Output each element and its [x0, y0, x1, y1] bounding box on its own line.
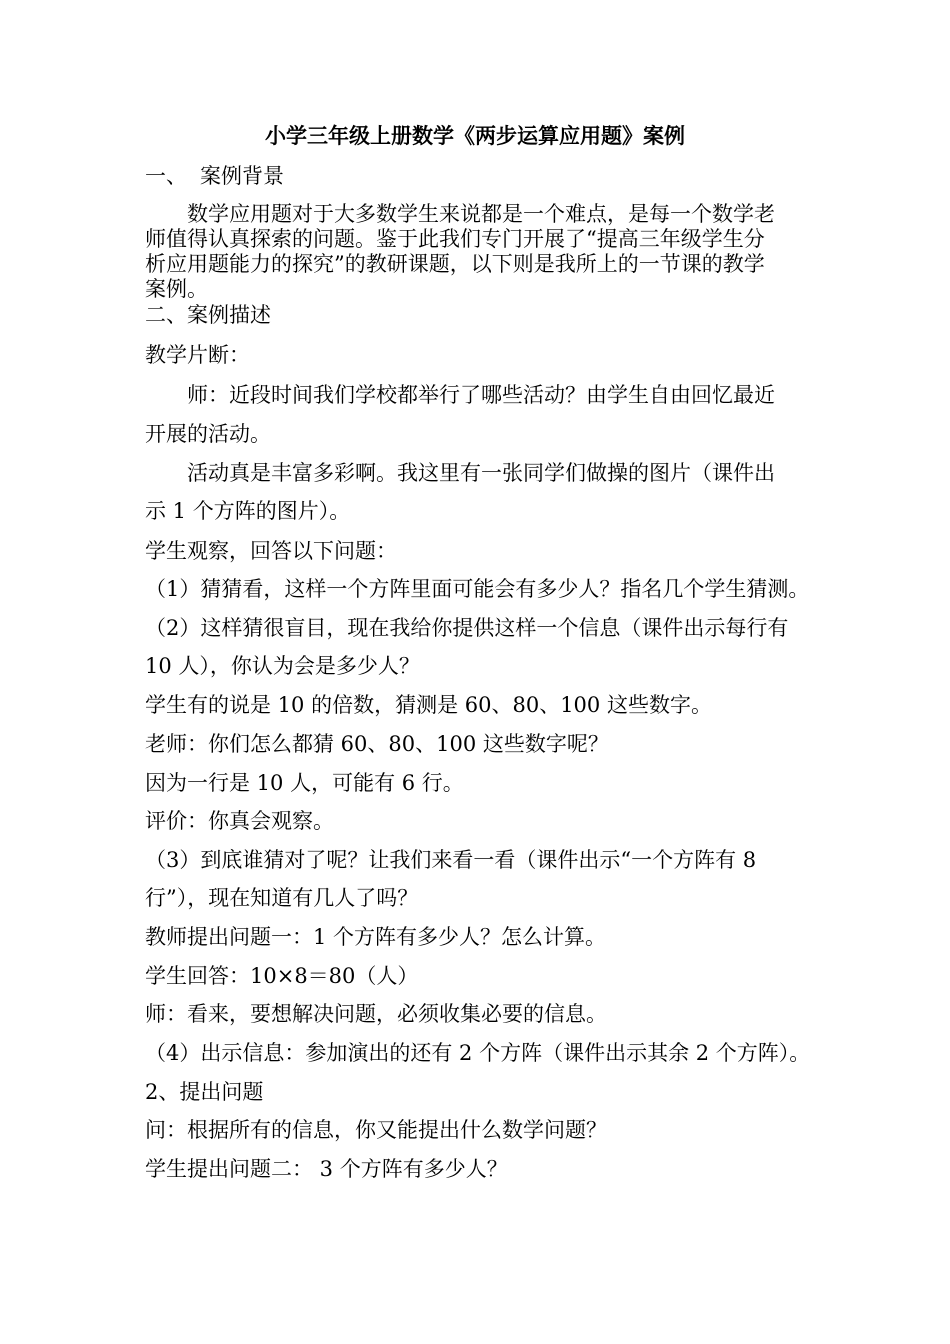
- background-line: 数学应用题对于大多数学生来说都是一个难点，是每一个数学老: [187, 202, 775, 226]
- body-line: 评价：你真会观察。: [145, 809, 334, 833]
- section-1-number: 一、: [145, 164, 187, 188]
- body-line: 活动真是丰富多彩啊。我这里有一张同学们做操的图片（课件出: [187, 461, 775, 485]
- body-line: 师：近段时间我们学校都举行了哪些活动？由学生自由回忆最近: [187, 383, 775, 407]
- body-line: 示 1 个方阵的图片）。: [145, 499, 351, 523]
- body-line: 学生回答：10×8＝80（人）: [145, 964, 419, 988]
- background-line: 析应用题能力的探究”的教研课题，以下则是我所上的一节课的教学: [145, 252, 765, 276]
- background-line: 师值得认真探索的问题。鉴于此我们专门开展了“提高三年级学生分: [145, 227, 765, 251]
- body-line: （3）到底谁猜对了呢？让我们来看一看（课件出示“一个方阵有 8: [145, 848, 757, 872]
- body-line: （2）这样猜很盲目，现在我给你提供这样一个信息（课件出示每行有: [145, 616, 789, 640]
- body-line: 老师：你们怎么都猜 60、80、100 这些数字呢？: [145, 732, 609, 756]
- body-line: 因为一行是 10 人，可能有 6 行。: [145, 771, 464, 795]
- body-line: 问：根据所有的信息，你又能提出什么数学问题？: [145, 1118, 607, 1142]
- body-line: 行”），现在知道有几人了吗？: [145, 886, 419, 910]
- body-line: 2、提出问题: [145, 1080, 264, 1104]
- body-line: 教师提出问题一：1 个方阵有多少人？怎么计算。: [145, 925, 607, 949]
- background-line: 案例。: [145, 277, 208, 301]
- body-line: 学生提出问题二： 3 个方阵有多少人？: [145, 1157, 508, 1181]
- section-2-heading: 二、案例描述: [145, 303, 271, 327]
- body-line: 学生有的说是 10 的倍数，猜测是 60、80、100 这些数字。: [145, 693, 712, 717]
- document-title: 小学三年级上册数学《两步运算应用题》案例: [265, 123, 685, 148]
- body-line: 开展的活动。: [145, 422, 271, 446]
- body-line: （1）猜猜看，这样一个方阵里面可能会有多少人？指名几个学生猜测。: [145, 577, 810, 601]
- body-line: 师：看来，要想解决问题，必须收集必要的信息。: [145, 1002, 607, 1026]
- fragment-label: 教学片断：: [145, 343, 250, 367]
- section-1-heading: 案例背景: [200, 164, 284, 188]
- body-line: 学生观察，回答以下问题：: [145, 539, 397, 563]
- body-line: （4）出示信息：参加演出的还有 2 个方阵（课件出示其余 2 个方阵）。: [145, 1041, 811, 1065]
- body-line: 10 人），你认为会是多少人？: [145, 654, 420, 678]
